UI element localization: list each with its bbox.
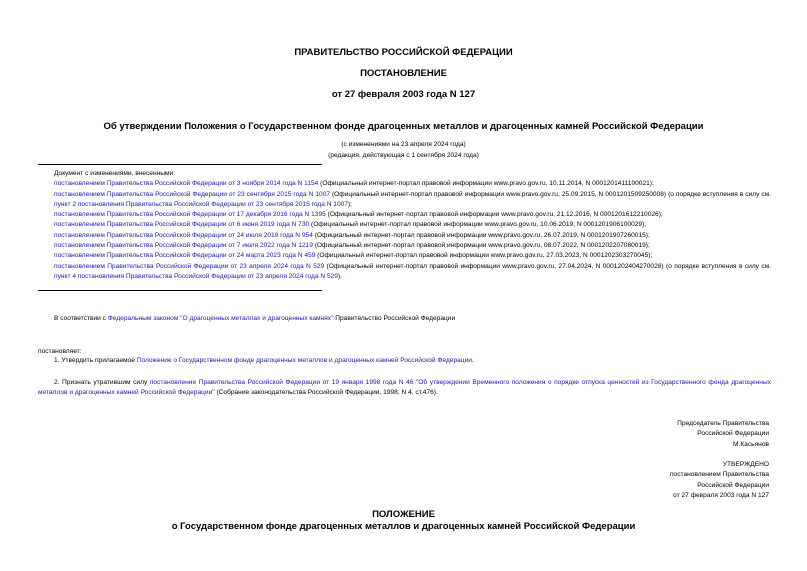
signature-position: Председатель Правительства (677, 420, 769, 427)
item-text: (Собрание законодательства Российской Федерации, 1998, N 4, ст.476). (214, 389, 438, 397)
amendment-link[interactable]: постановлением Правительства Российской Федерации от 24 марта 2023 года N 459 (54, 252, 316, 260)
amendment-text: (Официальный интернет-портал правовой информации www.pravo.gov.ru, 26.07.2019, N 0001201907260015); (312, 231, 650, 239)
item-text: 2. Признать утратившим силу (54, 379, 150, 386)
repealed-decree-link[interactable]: постановление Правительства Российской Федерации от 19 января 1998 года N 46 "Об утверждении Временного положения о порядке отпуска ценностей из Государственного фонда драгоценных металлов и драгоценных камней Российской Федерации" (38, 379, 771, 397)
amendment-link[interactable]: постановлением Правительства Российской Федерации от 23 сентября 2015 года N 1007 (54, 190, 331, 198)
preamble-text: В соответствии с (54, 315, 108, 322)
signature-name: М.Касьянов (733, 440, 769, 448)
amendment-text: (Официальный интернет-портал правовой информации www.pravo.gov.ru, 27.03.2023, N 0001202303270045); (315, 252, 653, 260)
edition-note: (редакция, действующая с 1 сентября 2024 года) (328, 152, 479, 159)
item-1 (54, 356, 771, 366)
amendment-link[interactable]: постановлением Правительства Российской Федерации от 24 июля 2019 года N 954 (54, 231, 313, 239)
regulation-subtitle: о Государственном фонде драгоценных металлов и драгоценных камней Российской Федерации (171, 521, 636, 532)
amendment-link[interactable]: постановлением Правительства Российской Федерации от 6 июня 2019 года N 730 (54, 221, 310, 229)
amendments-intro: Документ с изменениями, внесенными: (54, 170, 176, 177)
approval-block (670, 460, 769, 501)
amendment-item (38, 231, 771, 241)
item-text: . (471, 357, 474, 364)
amendment-link[interactable]: постановлением Правительства Российской Федерации от 7 июля 2022 года N 1219 (54, 242, 313, 250)
approval-line: Российской Федерации (697, 481, 769, 489)
document-title: Об утверждении Положения о Государственном фонде драгоценных металлов и драгоценных камней Российской Федерации (103, 121, 704, 132)
amendment-text: (Официальный интернет-портал правовой информации www.pravo.gov.ru, 10.11.2014, N 0001201411100021); (318, 180, 654, 188)
amendment-link[interactable]: постановлением Правительства Российской Федерации от 17 декабря 2016 года N 1395 (54, 211, 326, 219)
amendment-text: ); (347, 200, 353, 208)
divider-top (38, 164, 322, 165)
amendment-text: (Официальный интернет-портал правовой информации www.pravo.gov.ru, 10.06.2019, N 0001201906100029); (309, 221, 647, 229)
approval-title: УТВЕРЖДЕНО (722, 461, 769, 468)
amendment-item (38, 262, 771, 283)
item-2 (38, 378, 771, 399)
approval-line: постановлением Правительства (669, 471, 769, 479)
document-date-number: от 27 февраля 2003 года N 127 (331, 89, 476, 100)
amendments-block (38, 169, 771, 282)
preamble (54, 314, 771, 324)
signature-block (677, 419, 769, 450)
amendment-item (38, 190, 771, 211)
signature-country: Российской Федерации (697, 430, 769, 438)
changes-note: (с изменениями на 23 апреля 2024 года) (341, 141, 466, 148)
regulation-link[interactable]: Положение о Государственном фонде драгоценных металлов и драгоценных камней Российской Федерации (136, 357, 472, 364)
government-heading: ПРАВИТЕЛЬСТВО РОССИЙСКОЙ ФЕДЕРАЦИИ (294, 47, 513, 58)
amendment-item (38, 179, 771, 189)
regulation-title: ПОЛОЖЕНИЕ (372, 509, 435, 520)
amendment-link[interactable]: постановлением Правительства Российской Федерации от 23 апреля 2024 года N 529 (54, 262, 325, 270)
approval-date: от 27 февраля 2003 года N 127 (673, 491, 769, 499)
amendment-text: (Официальный интернет-портал правовой информации www.pravo.gov.ru, 27.04.2024, N 0001202404270028) (о порядке вступления в силу см. (324, 262, 771, 270)
federal-law-link[interactable]: Федеральным законом "О драгоценных металлах и драгоценных камнях" (107, 315, 334, 322)
amendment-text: (Официальный интернет-портал правовой информации www.pravo.gov.ru, 25.09.2015, N 0001201509250008) (о порядке вступления в силу см. (330, 190, 771, 198)
amendment-text: (Официальный интернет-портал правовой информации www.pravo.gov.ru, 21.12.2016, N 0001201612210026); (325, 211, 663, 219)
amendment-link[interactable]: постановлением Правительства Российской Федерации от 3 ноября 2014 года N 1154 (54, 180, 319, 188)
amendment-item (38, 241, 771, 251)
document-type: ПОСТАНОВЛЕНИЕ (360, 68, 447, 79)
amendment-text: ). (337, 272, 342, 280)
amendment-effect-link[interactable]: пункт 4 постановления Правительства Российской Федерации от 23 апреля 2024 года N 529 (54, 272, 338, 280)
amendment-item (38, 210, 771, 220)
decrees-word: постановляет: (38, 348, 82, 355)
amendment-effect-link[interactable]: пункт 2 постановления Правительства Российской Федерации от 23 сентября 2015 года N 1007 (54, 200, 348, 208)
item-text: 1. Утвердить прилагаемое (54, 357, 137, 364)
amendment-text: (Официальный интернет-портал правовой информации www.pravo.gov.ru, 08.07.2022, N 0001202207080019); (312, 242, 650, 250)
amendment-item (38, 251, 771, 261)
preamble-text: Правительство Российской Федерации (333, 315, 456, 322)
divider-bottom (38, 290, 322, 291)
amendment-item (38, 220, 771, 230)
